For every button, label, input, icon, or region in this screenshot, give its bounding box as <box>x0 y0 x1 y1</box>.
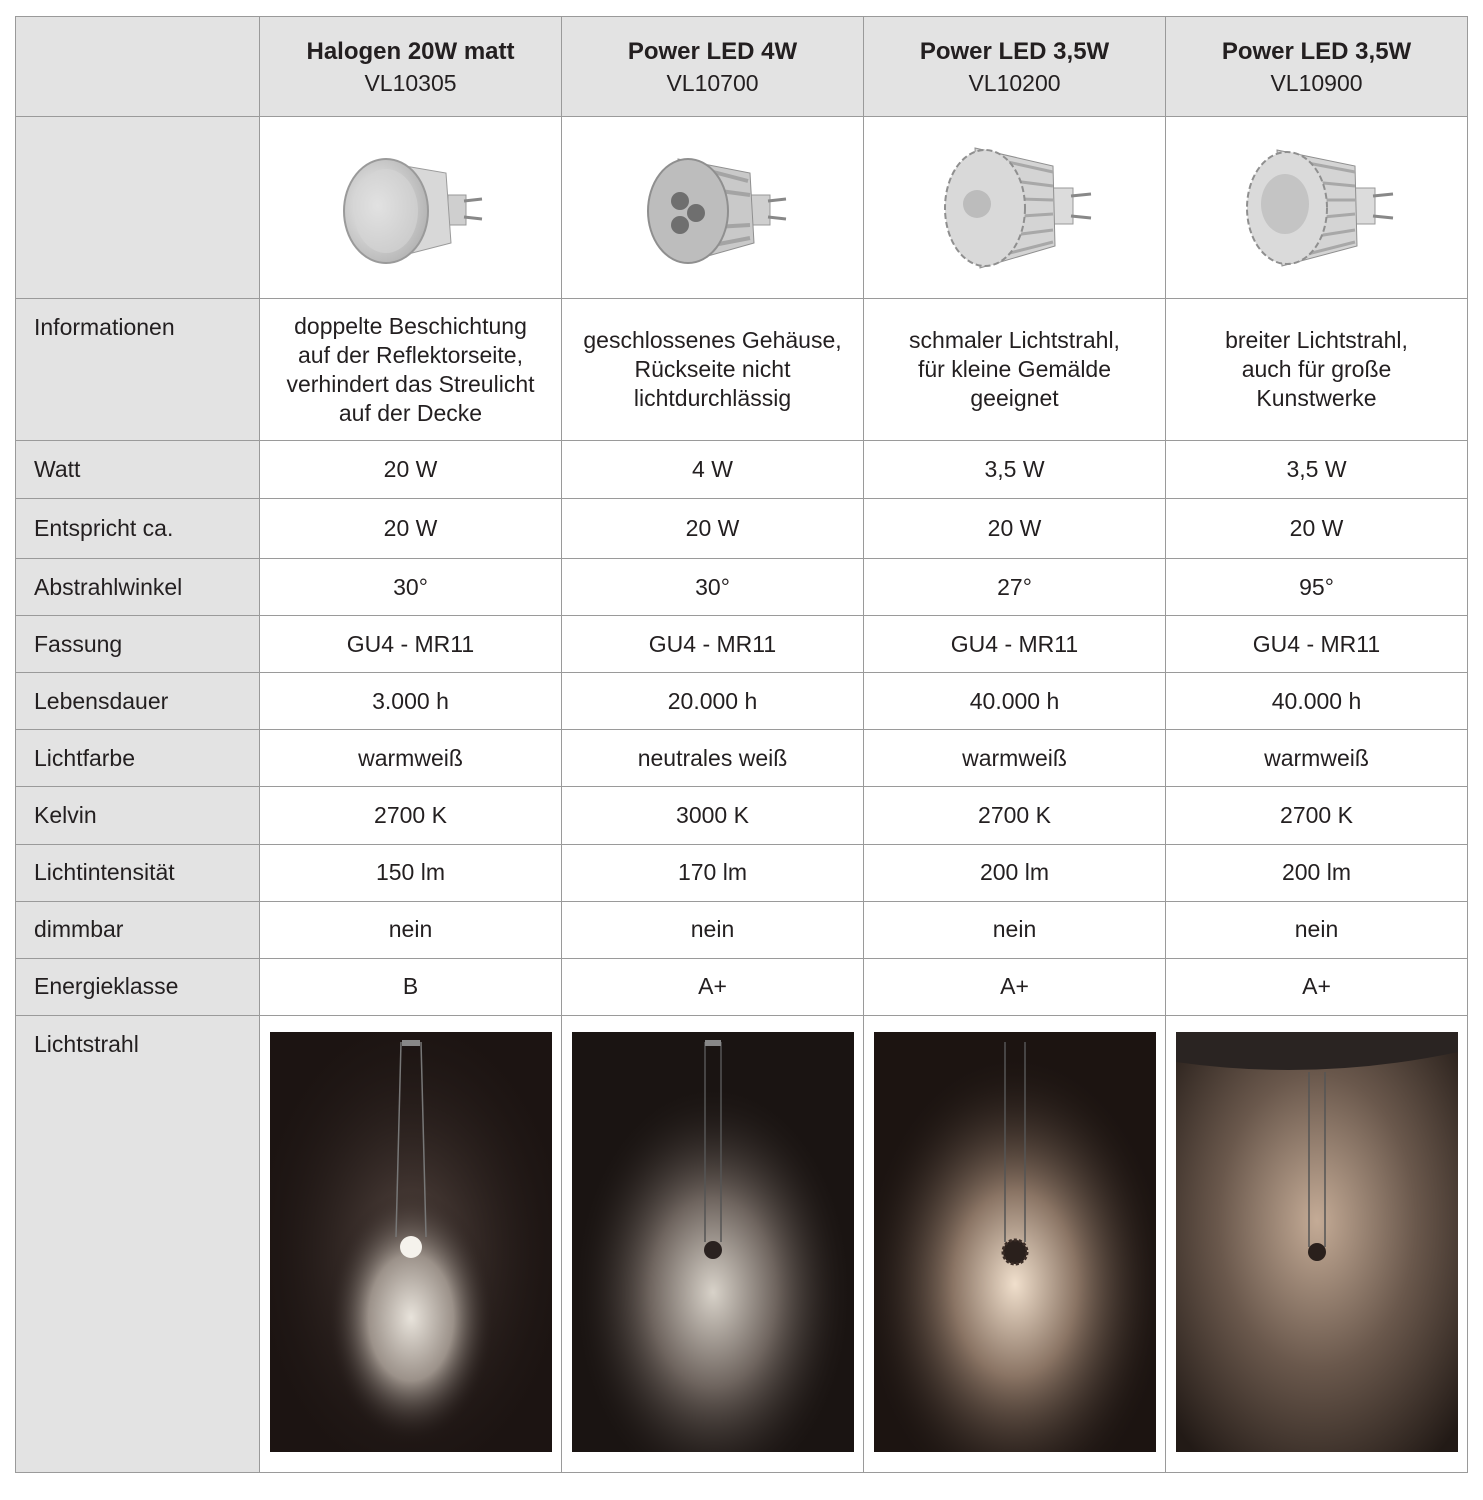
header-row <box>16 17 1468 117</box>
halogen-bulb-image <box>336 143 486 273</box>
value-cell: 27° <box>864 559 1166 616</box>
value-cell: nein <box>562 901 864 958</box>
beam-photo-led-4w <box>572 1032 854 1452</box>
info-line: Kunstwerke <box>1256 385 1377 412</box>
value-cell: 200 lm <box>1166 844 1468 901</box>
value-cell: GU4 - MR11 <box>1166 616 1468 673</box>
value-cell: 3.000 h <box>260 673 562 730</box>
kelvin-row <box>16 787 1468 844</box>
value-cell: nein <box>1166 901 1468 958</box>
corner-cell <box>16 17 260 117</box>
value-cell: 30° <box>260 559 562 616</box>
info-cell <box>1166 299 1468 441</box>
life-row <box>16 673 1468 730</box>
lumen-row <box>16 844 1468 901</box>
info-line: auf der Decke <box>338 399 483 426</box>
watt-row <box>16 441 1468 499</box>
value-cell: GU4 - MR11 <box>562 616 864 673</box>
value-cell: 40.000 h <box>864 673 1166 730</box>
beam-cell <box>562 1015 864 1472</box>
value-cell: 95° <box>1166 559 1468 616</box>
info-cell <box>864 299 1166 441</box>
product-code: VL10200 <box>968 69 1061 96</box>
info-line: verhindert das Streulicht <box>286 370 535 397</box>
info-cell <box>260 299 562 441</box>
info-line: geschlossenes Gehäuse, <box>583 327 842 354</box>
beam-photo-led-wide <box>1176 1032 1458 1452</box>
value-cell: A+ <box>562 958 864 1015</box>
info-line: doppelte Beschichtung <box>294 312 527 339</box>
row-label: Watt <box>16 441 260 499</box>
value-cell: A+ <box>1166 958 1468 1015</box>
equiv-row <box>16 499 1468 559</box>
bulb-cell <box>864 117 1166 299</box>
product-code: VL10700 <box>666 69 759 96</box>
value-cell: warmweiß <box>1166 730 1468 787</box>
value-cell: 3000 K <box>562 787 864 844</box>
product-name: Halogen 20W matt <box>306 37 515 65</box>
value-cell: 20 W <box>562 499 864 559</box>
row-label: Abstrahlwinkel <box>16 559 260 616</box>
value-cell: nein <box>864 901 1166 958</box>
row-label: Entspricht ca. <box>16 499 260 559</box>
product-header <box>864 17 1166 117</box>
value-cell: 20 W <box>260 441 562 499</box>
value-cell: 170 lm <box>562 844 864 901</box>
color-row <box>16 730 1468 787</box>
value-cell: GU4 - MR11 <box>260 616 562 673</box>
product-code: VL10305 <box>364 69 457 96</box>
row-label: Lichtfarbe <box>16 730 260 787</box>
value-cell: GU4 - MR11 <box>864 616 1166 673</box>
row-label: Energieklasse <box>16 958 260 1015</box>
power-led-wide-image <box>1237 138 1397 278</box>
beam-cell <box>1166 1015 1468 1472</box>
product-header <box>1166 17 1468 117</box>
info-line: geeignet <box>970 385 1059 412</box>
angle-row <box>16 559 1468 616</box>
value-cell: nein <box>260 901 562 958</box>
value-cell: 2700 K <box>260 787 562 844</box>
beam-cell <box>864 1015 1166 1472</box>
beam-cell <box>260 1015 562 1472</box>
info-line: auch für große <box>1241 356 1392 383</box>
value-cell: 20 W <box>864 499 1166 559</box>
info-line: auf der Reflektorseite, <box>297 341 523 368</box>
row-label-empty <box>16 117 260 299</box>
product-code: VL10900 <box>1270 69 1363 96</box>
info-line: für kleine Gemälde <box>917 356 1112 383</box>
row-label: Lebensdauer <box>16 673 260 730</box>
comparison-table <box>15 16 1468 1473</box>
row-label: Kelvin <box>16 787 260 844</box>
info-line: schmaler Lichtstrahl, <box>909 327 1120 354</box>
value-cell: 200 lm <box>864 844 1166 901</box>
value-cell: warmweiß <box>260 730 562 787</box>
power-led-4w-image <box>638 143 788 273</box>
product-header <box>260 17 562 117</box>
info-line: lichtdurchlässig <box>633 385 792 412</box>
bulb-image-row <box>16 117 1468 299</box>
value-cell: 20.000 h <box>562 673 864 730</box>
dim-row <box>16 901 1468 958</box>
value-cell: 40.000 h <box>1166 673 1468 730</box>
value-cell: 3,5 W <box>864 441 1166 499</box>
value-cell: 20 W <box>1166 499 1468 559</box>
bulb-cell <box>562 117 864 299</box>
power-led-narrow-image <box>935 138 1095 278</box>
product-name: Power LED 4W <box>627 37 798 65</box>
beam-photo-led-narrow <box>874 1032 1156 1452</box>
row-label: Informationen <box>16 299 260 441</box>
bulb-cell <box>1166 117 1468 299</box>
info-line: breiter Lichtstrahl, <box>1225 327 1408 354</box>
product-header <box>562 17 864 117</box>
value-cell: 2700 K <box>1166 787 1468 844</box>
beam-row <box>16 1015 1468 1472</box>
row-label: Lichtstrahl <box>16 1015 260 1472</box>
value-cell: neutrales weiß <box>562 730 864 787</box>
value-cell: 4 W <box>562 441 864 499</box>
value-cell: 30° <box>562 559 864 616</box>
value-cell: A+ <box>864 958 1166 1015</box>
product-name: Power LED 3,5W <box>1221 37 1412 65</box>
info-cell <box>562 299 864 441</box>
row-label: Lichtintensität <box>16 844 260 901</box>
socket-row <box>16 616 1468 673</box>
value-cell: 150 lm <box>260 844 562 901</box>
value-cell: B <box>260 958 562 1015</box>
value-cell: 3,5 W <box>1166 441 1468 499</box>
value-cell: 2700 K <box>864 787 1166 844</box>
energy-row <box>16 958 1468 1015</box>
info-row <box>16 299 1468 441</box>
value-cell: warmweiß <box>864 730 1166 787</box>
value-cell: 20 W <box>260 499 562 559</box>
product-name: Power LED 3,5W <box>919 37 1110 65</box>
beam-photo-halogen <box>270 1032 552 1452</box>
bulb-cell <box>260 117 562 299</box>
row-label: dimmbar <box>16 901 260 958</box>
row-label: Fassung <box>16 616 260 673</box>
info-line: Rückseite nicht <box>634 356 791 383</box>
